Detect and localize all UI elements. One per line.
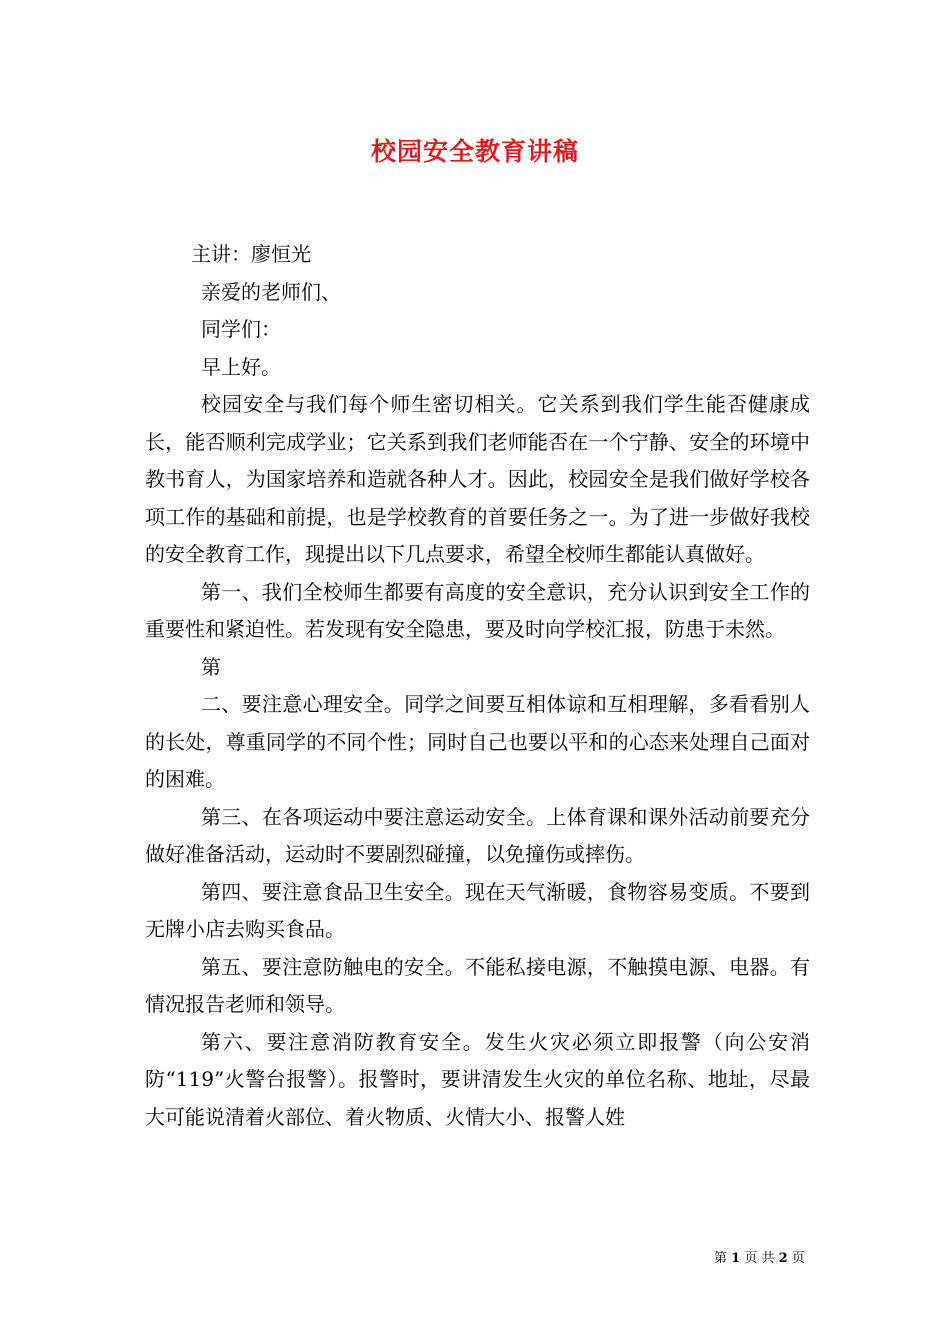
footer-total-pages: 2 <box>778 1251 788 1266</box>
paragraph-second: 二、要注意心理安全。同学之间要互相体谅和互相理解，多看看别人的长处，尊重同学的不同个性；同时自己也要以平和的心态来处理自己面对的困难。 <box>145 692 810 791</box>
document-body <box>145 236 810 1136</box>
paragraph-fourth: 第四、要注意食品卫生安全。现在天气渐暖，食物容易变质。不要到无牌小店去购买食品。 <box>145 879 810 941</box>
footer-middle: 页 共 <box>744 1251 775 1266</box>
greeting-students: 同学们： <box>201 317 281 341</box>
paragraph-first: 第一、我们全校师生都要有高度的安全意识，充分认识到安全工作的重要性和紧迫性。若发现有安全隐患，要及时向学校汇报，防患于未然。 <box>145 579 810 641</box>
footer-suffix: 页 <box>791 1251 805 1266</box>
paragraph-sixth: 第六、要注意消防教育安全。发生火灾必须立即报警（向公安消防“119”火警台报警）。报警时，要讲清发生火灾的单位名称、地址，尽最大可能说清着火部位、着火物质、火情大小、报警人姓 <box>145 1029 810 1129</box>
greeting-teachers: 亲爱的老师们、 <box>201 279 341 304</box>
paragraph-fragment: 第 <box>201 654 221 679</box>
footer-current-page: 1 <box>731 1251 741 1266</box>
speaker-line: 主讲：廖恒光 <box>191 242 311 266</box>
paragraph-third: 第三、在各项运动中要注意运动安全。上体育课和课外活动前要充分做好准备活动，运动时不要剧烈碰撞，以免撞伤或摔伤。 <box>145 804 810 866</box>
document-title: 校园安全教育讲稿 <box>370 137 579 166</box>
footer-prefix: 第 <box>714 1251 728 1266</box>
paragraph-intro: 校园安全与我们每个师生密切相关。它关系到我们学生能否健康成长，能否顺利完成学业；它关系到我们老师能否在一个宁静、安全的环境中教书育人，为国家培养和造就各种人才。因此，校园安全是我们做好学校各项工作的基础和前提，也是学校教育的首要任务之一。为了进一步做好我校的安全教育工作，现提出以下几点要求，希望全校师生都能认真做好。 <box>145 392 810 566</box>
greeting-morning: 早上好。 <box>201 354 281 379</box>
paragraph-fifth: 第五、要注意防触电的安全。不能私接电源，不触摸电源、电器。有情况报告老师和领导。 <box>145 954 810 1016</box>
page-footer <box>714 1247 805 1266</box>
